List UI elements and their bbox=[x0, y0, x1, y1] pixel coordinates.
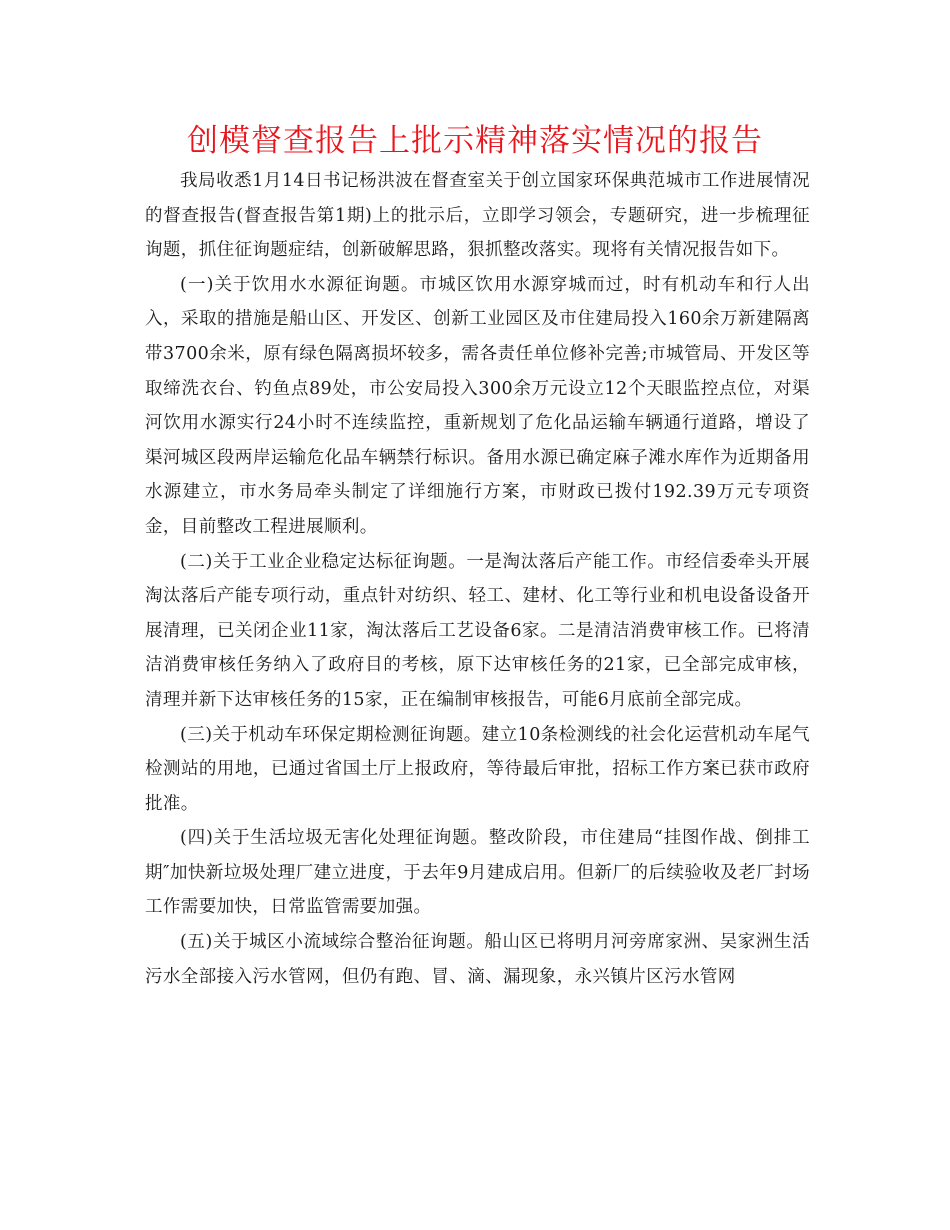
document-title: 创模督查报告上批示精神落实情况的报告 bbox=[187, 123, 763, 159]
paragraph-section-3: (三)关于机动车环保定期检测征询题。建立10条检测线的社会化运营机动车尾气检测站的用地，已通过省国土厅上报政府，等待最后审批，招标工作方案已获市政府批准。 bbox=[145, 724, 810, 814]
document-body bbox=[145, 164, 810, 994]
paragraph-section-5: (五)关于城区小流域综合整治征询题。船山区已将明月河旁席家洲、吴家洲生活污水全部接入污水管网，但仍有跑、冒、滴、漏现象，永兴镇片区污水管网 bbox=[145, 932, 810, 987]
paragraph-section-2: (二)关于工业企业稳定达标征询题。一是淘汰落后产能工作。市经信委牵头开展淘汰落后产能专项行动，重点针对纺织、轻工、建材、化工等行业和机电设备设备开展清理，已关闭企业11家，淘汰落后工艺设备6家。二是清洁消费审核工作。已将清洁消费审核任务纳入了政府目的考核，原下达审核任务的21家，已全部完成审核，清理并新下达审核任务的15家，正在编制审核报告，可能6月底前全部完成。 bbox=[145, 551, 810, 710]
paragraph-section-1: (一)关于饮用水水源征询题。市城区饮用水源穿城而过，时有机动车和行人出入，采取的措施是船山区、开发区、创新工业园区及市住建局投入160余万新建隔离带3700余米，原有绿色隔离损坏较多，需各责任单位修补完善;市城管局、开发区等取缔洗衣台、钓鱼点89处，市公安局投入300余万元设立12个天眼监控点位，对渠河饮用水源实行24小时不连续监控，重新规划了危化品运输车辆通行道路，增设了渠河城区段两岸运输危化品车辆禁行标识。备用水源已确定麻子滩水库作为近期备用水源建立，市水务局牵头制定了详细施行方案，市财政已拨付192.39万元专项资金，目前整改工程进展顺利。 bbox=[145, 274, 810, 537]
paragraph-section-4: (四)关于生活垃圾无害化处理征询题。整改阶段，市住建局“挂图作战、倒排工期″加快新垃圾处理厂建立进度，于去年9月建成启用。但新厂的后续验收及老厂封场工作需要加快，日常监管需要加强。 bbox=[145, 828, 810, 918]
paragraph-intro: 我局收悉1月14日书记杨洪波在督查室关于创立国家环保典范城市工作进展情况的督查报告(督查报告第1期)上的批示后，立即学习领会，专题研究，进一步梳理征询题，抓住征询题症结，创新破解思路，狠抓整改落实。现将有关情况报告如下。 bbox=[145, 171, 810, 261]
